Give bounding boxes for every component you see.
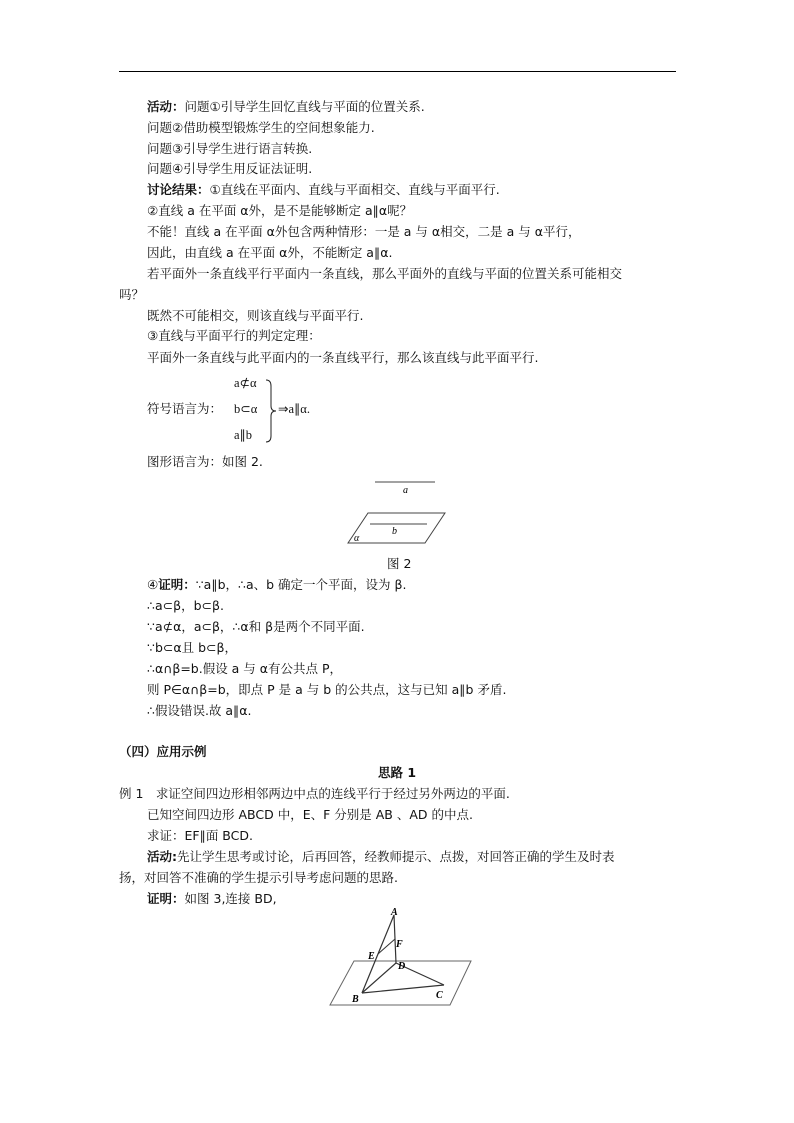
- proof-2-line: 证明：如图 3,连接 BD,: [147, 891, 277, 906]
- discussion-line-1: 讨论结果：①直线在平面内、直线与平面相交、直线与平面平行.: [147, 182, 500, 197]
- figure-3-label-a: A: [391, 907, 398, 918]
- figure-language-label: 图形语言为：如图 2.: [147, 454, 263, 469]
- figure-3-label-f: F: [396, 939, 403, 950]
- proof-line-5: ∴α∩β=b.假设 a 与 α有公共点 P，: [147, 661, 343, 676]
- theorem-statement: 平面外一条直线与此平面内的一条直线平行，那么该直线与此平面平行.: [147, 350, 539, 365]
- activity-line-1: 活动：问题①引导学生回忆直线与平面的位置关系.: [147, 99, 425, 114]
- figure-2-label-b: b: [392, 526, 397, 537]
- figure-2-label-alpha: α: [354, 533, 360, 544]
- figure-3-label-b: B: [352, 994, 359, 1005]
- discussion-line-5: 若平面外一条直线平行平面内一条直线，那么平面外的直线与平面的位置关系可能相交: [147, 266, 623, 281]
- activity-line-3: 问题③引导学生进行语言转换.: [147, 141, 313, 156]
- example-1: 例 1 求证空间四边形相邻两边中点的连线平行于经过另外两边的平面.: [119, 786, 510, 801]
- activity-paragraph-line-1: 活动:先让学生思考或讨论，后再回答，经教师提示、点拨，对回答正确的学生及时表: [147, 849, 615, 864]
- proof-line-4: ∵b⊂α且 b⊂β，: [147, 640, 237, 655]
- discussion-line-3: 不能！直线 a 在平面 α外包含两种情形：一是 a 与 α相交，二是 a 与 α平行，: [147, 224, 581, 239]
- activity-paragraph-line-2: 扬，对回答不准确的学生提示引导考虑问题的思路.: [119, 870, 398, 885]
- example-1-prove: 求证：EF∥面 BCD.: [147, 828, 253, 843]
- figure-2: [345, 478, 455, 548]
- symbol-language-label: 符号语言为：: [147, 401, 223, 416]
- header-rule: [119, 71, 676, 72]
- discussion-line-7: 既然不可能相交，则该直线与平面平行.: [147, 308, 364, 323]
- figure-3: [324, 905, 474, 1010]
- proof-line-6: 则 P∈α∩β=b，即点 P 是 a 与 b 的公共点，这与已知 a∥b 矛盾.: [147, 682, 507, 697]
- proof-line-3: ∵a⊄α，a⊂β，∴α和 β是两个不同平面.: [147, 619, 365, 634]
- proof-line-7: ∴假设错误.故 a∥α.: [147, 703, 252, 718]
- theorem-heading: ③直线与平面平行的判定定理：: [147, 328, 321, 343]
- discussion-line-4: 因此，由直线 a 在平面 α外，不能断定 a∥α.: [147, 245, 393, 260]
- figure-2-caption: 图 2: [387, 556, 412, 571]
- proof-line-2: ∴a⊂β，b⊂β.: [147, 598, 224, 613]
- section-heading: （四）应用示例: [119, 744, 207, 759]
- activity-line-4: 问题④引导学生用反证法证明.: [147, 161, 313, 176]
- proof-line-1: ④证明：∵a∥b，∴a、b 确定一个平面，设为 β.: [147, 577, 407, 592]
- activity-line-2: 问题②借助模型锻炼学生的空间想象能力.: [147, 120, 375, 135]
- figure-3-label-c: C: [436, 990, 443, 1001]
- figure-3-label-d: D: [398, 961, 406, 972]
- discussion-line-6: 吗？: [119, 287, 145, 302]
- symbol-cond-1: a⊄α: [234, 376, 257, 390]
- symbol-result: ⇒a∥α.: [278, 402, 310, 416]
- symbol-cond-3: a∥b: [234, 428, 253, 442]
- idea-heading: 思路 1: [378, 765, 417, 780]
- symbol-cond-2: b⊂α: [234, 402, 258, 416]
- example-1-given: 已知空间四边形 ABCD 中，E、F 分别是 AB 、AD 的中点.: [147, 807, 473, 822]
- figure-3-label-e: E: [368, 951, 375, 962]
- discussion-line-2: ②直线 a 在平面 α外，是不是能够断定 a∥α呢？: [147, 203, 413, 218]
- figure-2-label-a: a: [403, 485, 408, 496]
